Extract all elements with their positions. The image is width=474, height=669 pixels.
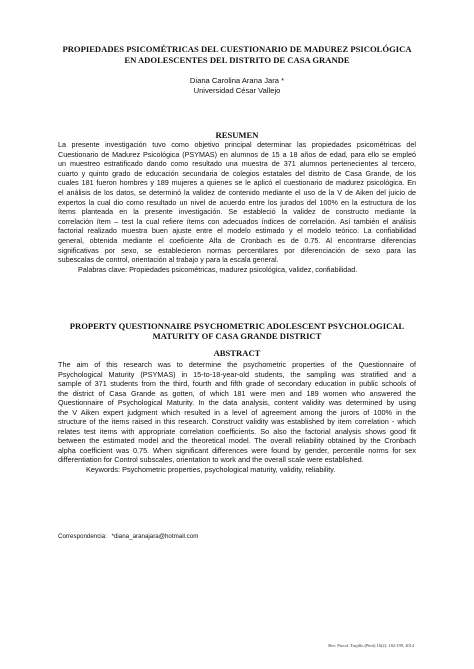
abstract-line: alpha coefficient was 0.75. When significant differences were found by gender, percentile norms for sex [58,445,416,455]
abstract-line: the district of Casa Grande as gotten, of which 181 were men and 189 women who answered the [58,388,416,398]
resumen-body [58,140,416,274]
english-title [40,321,434,341]
resumen-line: ítems planteada en la presente investigación. Se estableció la validez de constructo mediante la [58,207,416,217]
resumen-line: cuales 181 fueron hombres y 189 mujeres a quienes se le aplicó el cuestionario de madurez psicológica. En [58,178,416,188]
paper-title [40,44,434,66]
abstract-body [58,360,416,474]
resumen-line: La presente investigación tuvo como objetivo principal determinar las propiedades psicométricas del [58,140,416,149]
title-line: PROPIEDADES PSICOMÉTRICAS DEL CUESTIONARIO DE MADUREZ PSICOLÓGICA [62,44,412,54]
author-block [40,76,434,96]
abstract-line: Psychological Maturity (PSYMAS) in 15-to-18-year-old students, the sampling was stratified and a [58,369,416,379]
resumen-keywords: Palabras clave: Propiedades psicométricas, madurez psicológica, validez, confiabilidad. [78,264,358,274]
resumen-line: significativas por sexo, se establecieron normas percentilares por diferenciación de sexo para las [58,245,416,255]
abstract-line: The aim of this research was to determine the psychometric properties of the Questionnaire of [58,360,416,369]
correspondence-label: Correspondencia: [58,533,107,540]
abstract-line: relates test items with appropriate correlation coefficients. So also the factorial analysis shows good fit [58,426,416,436]
resumen-line: cuarto y quinto grado de educación secundaria de colegios estatales del distrito de Casa Grande, de los [58,168,416,178]
resumen-line: el análisis de los datos, se determinó la validez de contenido mediante el uso de la V de Aiken del juicio de [58,187,416,197]
resumen-line: Cuestionario de Madurez Psicológica (PSYMAS) en alumnos de 15 a 18 años de edad, para ello se empleó [58,149,416,159]
title-line: EN ADOLESCENTES DEL DISTRITO DE CASA GRANDE [124,55,350,65]
english-title-line: MATURITY OF CASA GRANDE DISTRICT [152,331,322,341]
abstract-keywords: Keywords: Psychometric properties, psychological maturity, validity, reliability. [86,464,336,474]
journal-footer: Rev. Psicol. Trujillo (Perú) 16(2): 182-199, 2014 [328,643,414,648]
english-title-line: PROPERTY QUESTIONNAIRE PSYCHOMETRIC ADOLESCENT PSYCHOLOGICAL [69,321,405,331]
resumen-heading: RESUMEN [215,130,259,140]
abstract-line: the V Aiken expert judgment which resulted in a level of agreement among the jurors of 100% in the [58,407,416,417]
resumen-line: expertos la cual dio como resultado un nivel de acuerdo entre los jurados del 100% en la estructura de los [58,197,416,207]
abstract-line: differentiation for Control subscales, orientation to work and the overall scale were established. [58,455,364,464]
resumen-line: general, obtenida mediante el coeficiente Alfa de Cronbach es de 0.75. Al encontrarse diferencias [58,235,416,245]
correspondence-email: *diana_aranajara@hotmail.com [111,533,199,540]
resumen-line: factorial realizado muestra buen ajuste entre el modelo estimado y el modelo teórico. La confiabilidad [58,226,416,236]
abstract-line: Questionnaire of Psychological Maturity. In the data analysis, content validity was determined by using [58,398,416,407]
abstract-line: sample of 371 students from the third, fourth and fifth grade of secondary education in public schools of [58,379,416,388]
resumen-line: subescalas de control, orientación al trabajo y para la escala general. [58,255,279,265]
abstract-line: between the estimated model and the theoretical model. The overall reliability obtained by the Cronbach [58,436,416,445]
abstract-line: structure of the items raised in this research. Construct validity was established by item correlation - which [58,417,416,426]
resumen-line: un muestreo estratificado dando como resultado una muestra de 371 alumnos pertenecientes al tercero, [58,159,416,169]
author-name: Diana Carolina Arana Jara * [189,76,285,85]
author-affiliation: Universidad César Vallejo [193,86,281,95]
abstract-heading: ABSTRACT [213,348,261,358]
resumen-line: correlación ítem – test la cual refiere ítems con adecuados índices de correlación. Así también el análisis [58,216,416,226]
correspondence-note [58,533,198,540]
